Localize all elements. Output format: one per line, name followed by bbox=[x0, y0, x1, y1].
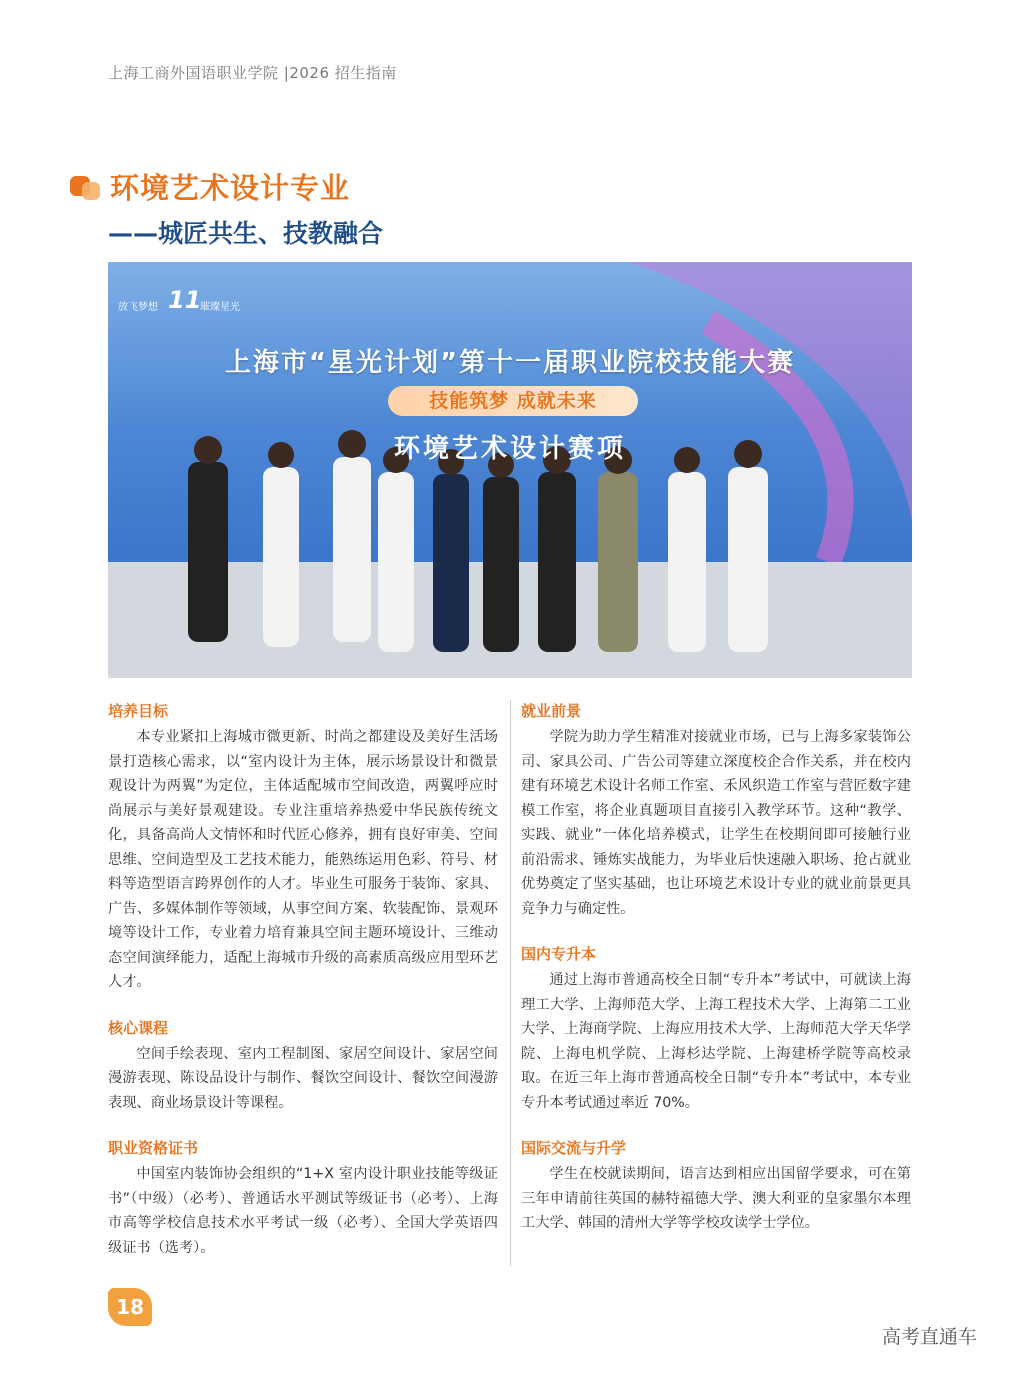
banner-logo-right: 璀璨星光 bbox=[200, 302, 240, 313]
section-core-courses bbox=[108, 1017, 498, 1116]
banner-title: 上海市“星光计划”第十一届职业院校技能大赛 bbox=[224, 348, 796, 378]
section-upgrade bbox=[521, 943, 911, 1115]
running-header: 上海工商外国语职业学院 |2026 招生指南 bbox=[108, 64, 397, 82]
section-heading: 就业前景 bbox=[521, 702, 582, 720]
section-training-goal bbox=[108, 700, 498, 995]
section-title: 环境艺术设计专业 bbox=[110, 171, 351, 205]
section-heading: 国内专升本 bbox=[521, 945, 597, 963]
right-column bbox=[521, 700, 911, 1258]
section-subtitle: ——城匠共生、技教融合 bbox=[108, 219, 384, 248]
page-number: 18 bbox=[108, 1288, 152, 1326]
watermark: 高考直通车 bbox=[882, 1326, 978, 1348]
section-body: 学生在校就读期间，语言达到相应出国留学要求，可在第三年申请前往英国的赫特福德大学、澳大利亚的皇家墨尔本理工大学、韩国的清州大学等学校攻读学士学位。 bbox=[521, 1166, 911, 1231]
section-body: 空间手绘表现、室内工程制图、家居空间设计、家居空间漫游表现、陈设品设计与制作、餐饮空间设计、餐饮空间漫游表现、商业场景设计等课程。 bbox=[108, 1045, 498, 1111]
group-photo bbox=[108, 262, 912, 678]
section-logo-icon bbox=[70, 170, 104, 204]
section-heading: 国际交流与升学 bbox=[521, 1139, 627, 1157]
section-employment bbox=[521, 700, 911, 921]
left-column bbox=[108, 700, 498, 1282]
column-divider bbox=[510, 700, 511, 1266]
banner-event: 环境艺术设计赛项 bbox=[393, 434, 626, 464]
banner-logo-left: 放飞梦想 bbox=[118, 302, 158, 313]
section-heading: 培养目标 bbox=[108, 702, 169, 720]
section-certificates bbox=[108, 1137, 498, 1260]
photo-illustration bbox=[108, 262, 912, 678]
section-body: 通过上海市普通高校全日制“专升本”考试中，可就读上海理工大学、上海师范大学、上海工程技术大学、上海第二工业大学、上海商学院、上海应用技术大学、上海师范大学天华学院、上海电机学院、上海杉达学院、上海建桥学院等高校录取。在近三年上海市普通高校全日制“专升本”考试中，本专业专升本考试通过率近 70%。 bbox=[521, 972, 911, 1111]
section-body: 学院为助力学生精准对接就业市场，已与上海多家装饰公司、家具公司、广告公司等建立深度校企合作关系，并在校内建有环境艺术设计名师工作室、禾风织造工作室与营匠数字建模工作室，将企业真题项目直接引入教学环节。这种“教学、实践、就业”一体化培养模式，让学生在校期间即可接触行业前沿需求、锤炼实战能力，为毕业后快速融入职场、抢占就业优势奠定了坚实基础，也让环境艺术设计专业的就业前景更具竞争力与确定性。 bbox=[521, 729, 911, 917]
section-heading: 核心课程 bbox=[108, 1018, 169, 1037]
section-international bbox=[521, 1137, 911, 1236]
section-body: 中国室内装饰协会组织的“1+X 室内设计职业技能等级证书”（中级）（必考）、普通话水平测试等级证书（必考）、上海市高等学校信息技术水平考试一级（必考）、全国大学英语四级证书（选考）。 bbox=[108, 1166, 498, 1256]
banner-slogan: 技能筑梦 成就未来 bbox=[388, 386, 638, 416]
section-heading: 职业资格证书 bbox=[108, 1139, 199, 1157]
banner-logo-number: 11 bbox=[168, 286, 202, 314]
section-body: 本专业紧扣上海城市微更新、时尚之都建设及美好生活场景打造核心需求，以“室内设计为主体，展示场景设计和微景观设计为两翼”为定位，主体适配城市空间改造，两翼呼应时尚展示与美好景观建设。专业注重培养热爱中华民族传统文化，具备高尚人文情怀和时代匠心修养，拥有良好审美、空间思维、空间造型及工艺技术能力，能熟练运用色彩、符号、材料等造型语言跨界创作的人才。毕业生可服务于装饰、家具、广告、多媒体制作等领域，从事空间方案、软装配饰、景观环境等设计工作，专业着力培育兼具空间主题环境设计、三维动态空间演绎能力，适配上海城市升级的高素质高级应用型环艺人才。 bbox=[108, 729, 498, 990]
